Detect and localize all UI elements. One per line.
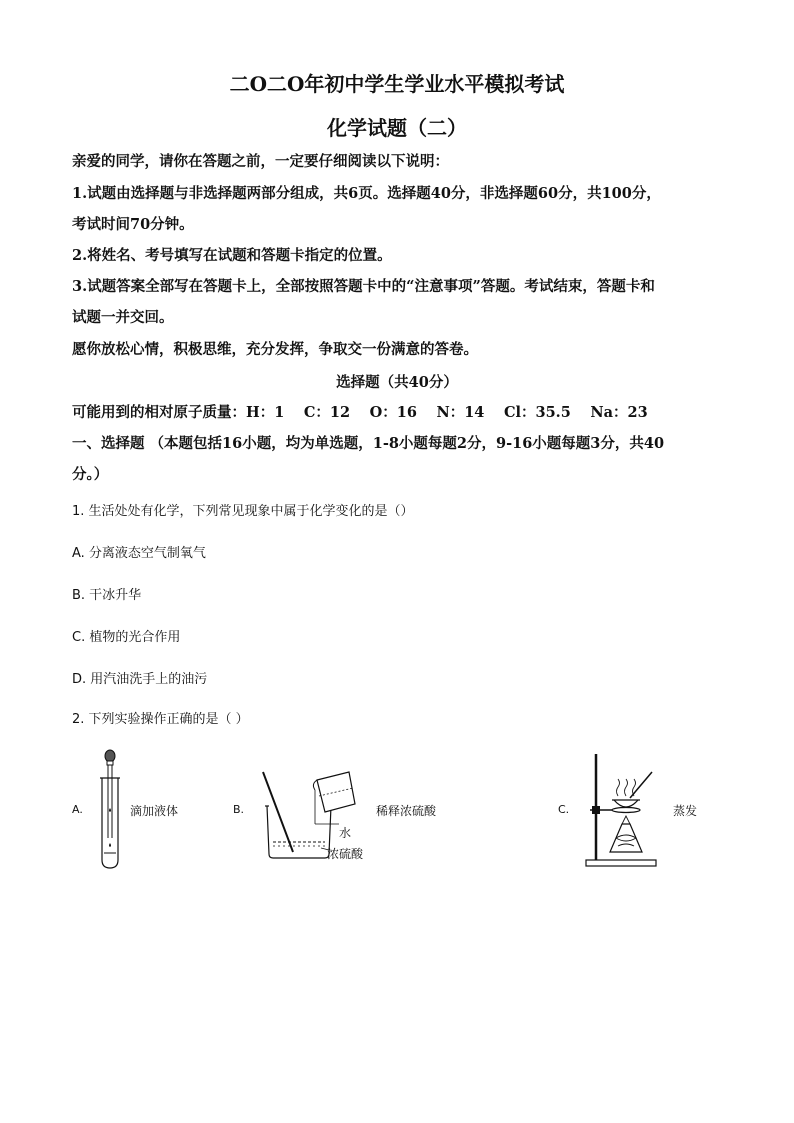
- part-heading-cont: 分。）: [72, 466, 109, 483]
- option-a-label: 滴加液体: [130, 804, 179, 818]
- section-title: 选择题（共40分）: [336, 374, 458, 391]
- evaporation-apparatus-diagram: [582, 752, 672, 870]
- instruction-greeting: 亲爱的同学，请你在答题之前，一定要仔细阅读以下说明：: [72, 153, 449, 170]
- question-1-stem: 1. 生活处处有化学，下列常见现象中属于化学变化的是（）: [72, 504, 414, 519]
- atomic-masses: 可能用到的相对原子质量：H：1 C：12 O：16 N：14 Cl：35.5 Na：23: [72, 404, 648, 421]
- option-c-label: 蒸发: [673, 804, 698, 818]
- question-1-option-c: C. 植物的光合作用: [72, 630, 181, 645]
- exam-subtitle: 化学试题（二）: [327, 116, 467, 140]
- option-b-letter: B.: [233, 803, 245, 816]
- instruction-item-1-cont: 考试时间70分钟。: [72, 216, 194, 233]
- question-1-option-b: B. 干冰升华: [72, 588, 142, 603]
- instruction-item-2: 2.将姓名、考号填写在试题和答题卡指定的位置。: [72, 247, 392, 264]
- question-1-option-a: A. 分离液态空气制氧气: [72, 546, 206, 561]
- option-a-letter: A.: [72, 803, 83, 816]
- question-1-option-d: D. 用汽油洗手上的油污: [72, 672, 208, 687]
- instruction-item-3: 3.试题答案全部写在答题卡上，全部按照答题卡中的“注意事项”答题。考试结束，答题卡和: [72, 278, 655, 295]
- exam-title: 二O二O年初中学生学业水平模拟考试: [229, 72, 565, 96]
- option-c-letter: C.: [558, 803, 570, 816]
- option-b-acid-label: 浓硫酸: [327, 847, 364, 861]
- question-2-stem: 2. 下列实验操作正确的是（ ）: [72, 712, 249, 727]
- instruction-wish: 愿你放松心情，积极思维，充分发挥，争取交一份满意的答卷。: [72, 341, 478, 358]
- instruction-item-1: 1.试题由选择题与非选择题两部分组成，共6页。选择题40分，非选择题60分，共100分，: [72, 185, 661, 202]
- part-heading: 一、选择题 （本题包括16小题，均为单选题，1-8小题每题2分，9-16小题每题3分，共40: [72, 435, 665, 452]
- option-b-water-label: 水: [339, 826, 352, 840]
- option-b-label: 稀释浓硫酸: [376, 804, 437, 818]
- instruction-item-3-cont: 试题一并交回。: [72, 309, 174, 326]
- dropper-test-tube-diagram: [92, 748, 132, 873]
